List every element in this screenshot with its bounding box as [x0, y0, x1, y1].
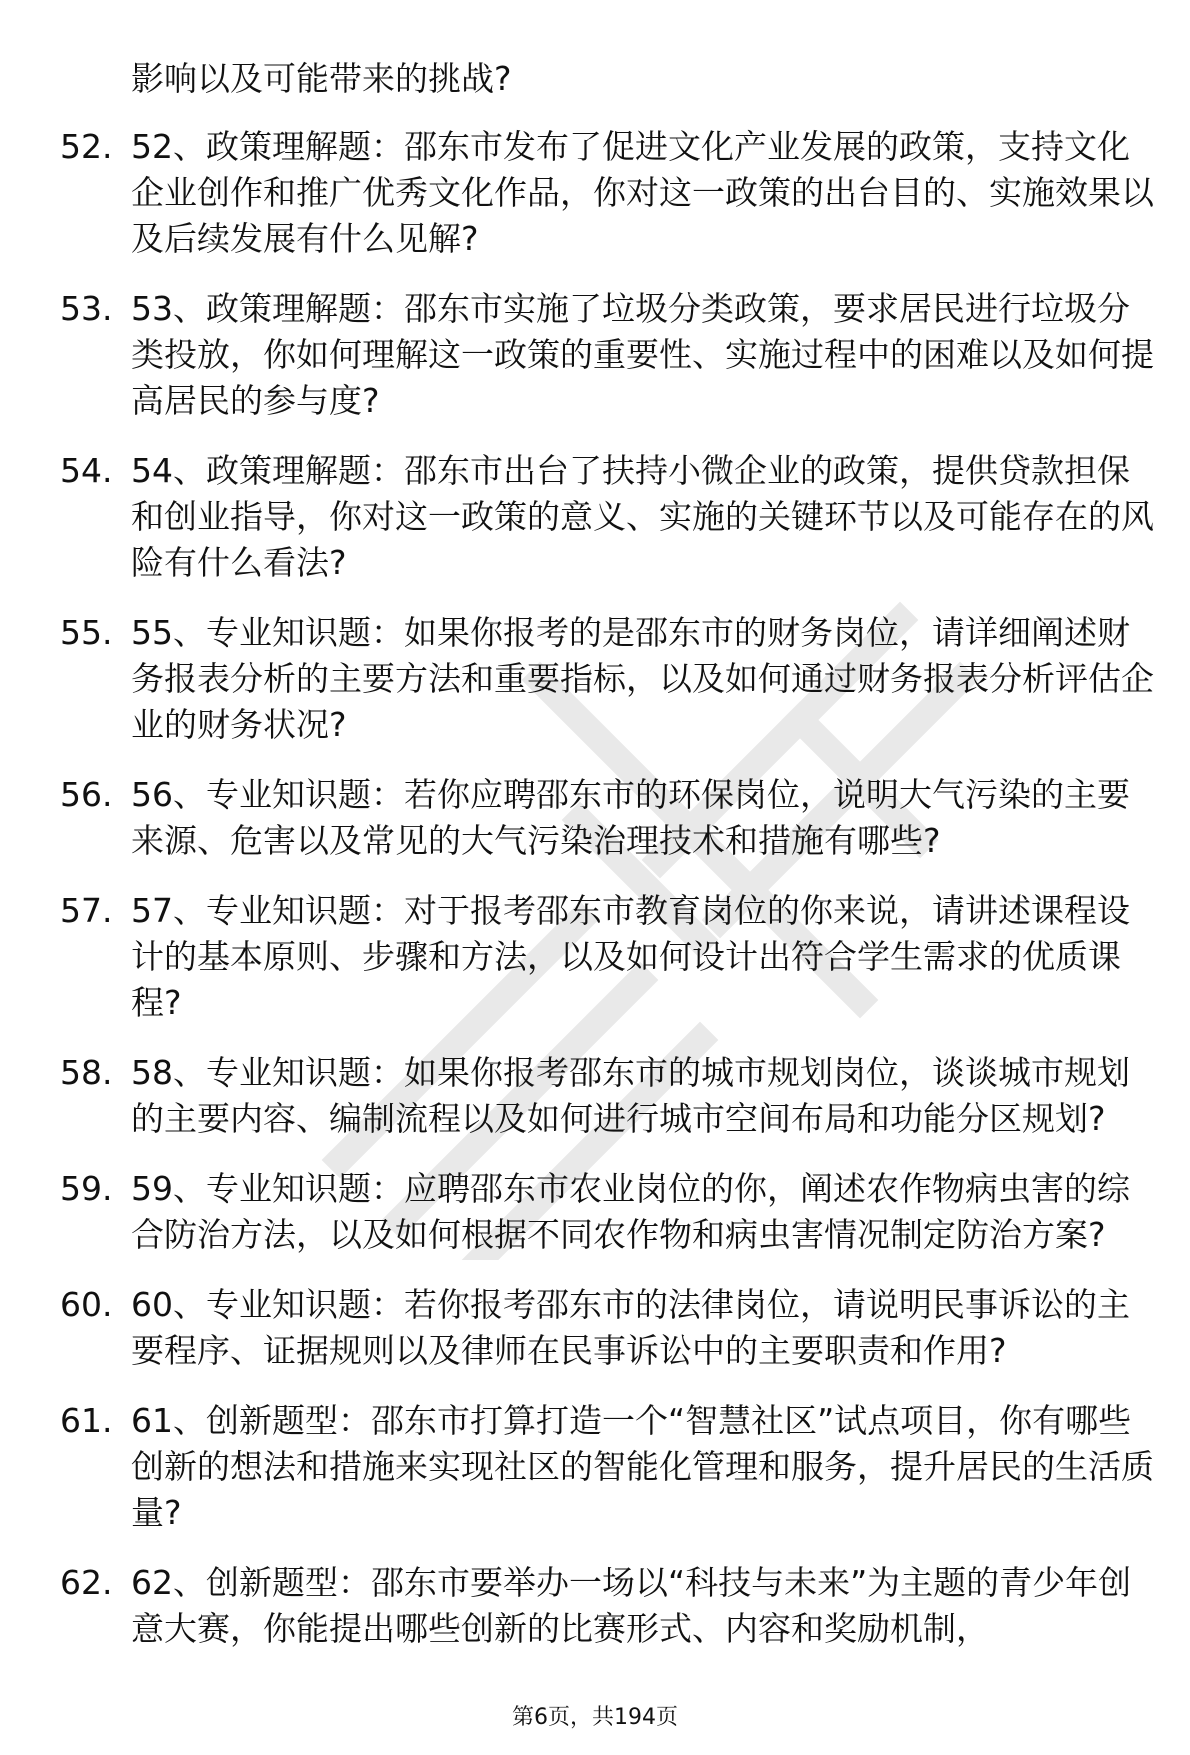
question-number: 56. — [60, 775, 113, 814]
question-number: 62. — [60, 1563, 113, 1602]
question-number: 53. — [60, 289, 113, 328]
question-text: 61、创新题型：邵东市打算打造一个“智慧社区”试点项目，你有哪些创新的想法和措施来实现社区的智能化管理和服务，提升居民的生活质量? — [131, 1401, 1154, 1532]
question-list — [0, 124, 1190, 1676]
list-item — [0, 1560, 1190, 1652]
question-number: 61. — [60, 1401, 113, 1440]
question-number: 60. — [60, 1285, 113, 1324]
list-item — [0, 1050, 1190, 1142]
question-text: 54、政策理解题：邵东市出台了扶持小微企业的政策，提供贷款担保和创业指导，你对这一政策的意义、实施的关键环节以及可能存在的风险有什么看法? — [131, 451, 1154, 582]
question-text: 55、专业知识题：如果你报考的是邵东市的财务岗位，请详细阐述财务报表分析的主要方法和重要指标，以及如何通过财务报表分析评估企业的财务状况? — [131, 613, 1154, 744]
question-number: 58. — [60, 1053, 113, 1092]
question-text: 58、专业知识题：如果你报考邵东市的城市规划岗位，谈谈城市规划的主要内容、编制流程以及如何进行城市空间布局和功能分区规划? — [131, 1053, 1130, 1138]
list-item — [0, 286, 1190, 424]
question-text: 59、专业知识题：应聘邵东市农业岗位的你，阐述农作物病虫害的综合防治方法，以及如何根据不同农作物和病虫害情况制定防治方案? — [131, 1169, 1130, 1254]
list-item — [0, 1398, 1190, 1536]
question-number: 52. — [60, 127, 113, 166]
list-item — [0, 1282, 1190, 1374]
question-number: 54. — [60, 451, 113, 490]
list-item — [0, 448, 1190, 586]
question-text: 62、创新题型：邵东市要举办一场以“科技与未来”为主题的青少年创意大赛，你能提出哪些创新的比赛形式、内容和奖励机制， — [131, 1563, 1132, 1648]
question-number: 59. — [60, 1169, 113, 1208]
list-item — [0, 1166, 1190, 1258]
page-footer: 第6页，共194页 — [512, 1705, 678, 1730]
question-text: 56、专业知识题：若你应聘邵东市的环保岗位，说明大气污染的主要来源、危害以及常见的大气污染治理技术和措施有哪些? — [131, 775, 1130, 860]
continuation-text: 影响以及可能带来的挑战? — [131, 59, 512, 98]
list-item — [0, 888, 1190, 1026]
list-item — [0, 124, 1190, 262]
list-item — [0, 772, 1190, 864]
question-text: 53、政策理解题：邵东市实施了垃圾分类政策，要求居民进行垃圾分类投放，你如何理解这一政策的重要性、实施过程中的困难以及如何提高居民的参与度? — [131, 289, 1154, 420]
list-item — [0, 610, 1190, 748]
question-number: 57. — [60, 891, 113, 930]
question-text: 57、专业知识题：对于报考邵东市教育岗位的你来说，请讲述课程设计的基本原则、步骤和方法，以及如何设计出符合学生需求的优质课程? — [131, 891, 1130, 1022]
question-text: 60、专业知识题：若你报考邵东市的法律岗位，请说明民事诉讼的主要程序、证据规则以及律师在民事诉讼中的主要职责和作用? — [131, 1285, 1130, 1370]
question-text: 52、政策理解题：邵东市发布了促进文化产业发展的政策，支持文化企业创作和推广优秀文化作品，你对这一政策的出台目的、实施效果以及后续发展有什么见解? — [131, 127, 1154, 258]
question-number: 55. — [60, 613, 113, 652]
